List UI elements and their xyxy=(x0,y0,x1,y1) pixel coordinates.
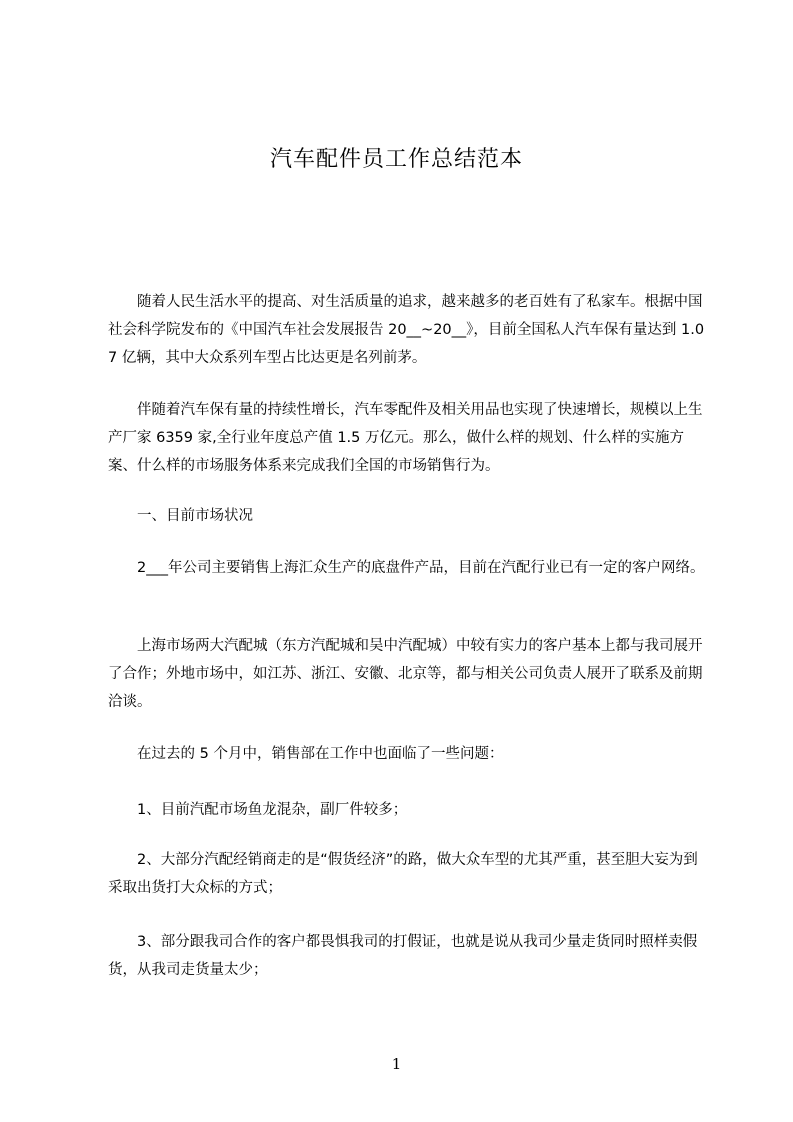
list-item-problem-1: 1、目前汽配市场鱼龙混杂，副厂件较多； xyxy=(137,802,408,818)
paragraph-growth: 伴随着汽车保有量的持续性增长，汽车零配件及相关用品也实现了快速增长，规模以上生产厂家 6359 家,全行业年度总产值 1.5 万亿元。那么，做什么样的规划、什么样的实施方案、什么样的市场服务体系来完成我们全国的市场销售行为。 xyxy=(108,402,703,474)
paragraph-company-products: 2___年公司主要销售上海汇众生产的底盘件产品，目前在汽配行业已有一定的客户网络。 xyxy=(137,560,705,576)
list-item-problem-3: 3、部分跟我司合作的客户都畏惧我司的打假证，也就是说从我司少量走货同时照样卖假货，从我司走货量太少； xyxy=(108,934,698,978)
section-heading-market-status: 一、目前市场状况 xyxy=(137,508,253,524)
list-item-problem-2: 2、大部分汽配经销商走的是“假货经济”的路，做大众车型的尤其严重，甚至胆大妄为到采取出货打大众标的方式； xyxy=(108,852,698,896)
paragraph-intro: 随着人民生活水平的提高、对生活质量的追求，越来越多的老百姓有了私家车。根据中国社会科学院发布的《中国汽车社会发展报告 20__~20__》，目前全国私人汽车保有量达到 1.07 亿辆，其中大众系列车型占比达更是名列前茅。 xyxy=(108,294,705,366)
page-number: 1 xyxy=(391,1055,402,1073)
paragraph-problems-intro: 在过去的 5 个月中，销售部在工作中也面临了一些问题： xyxy=(137,746,504,762)
document-title: 汽车配件员工作总结范本 xyxy=(269,147,523,172)
paragraph-market-cooperation: 上海市场两大汽配城（东方汽配城和吴中汽配城）中较有实力的客户基本上都与我司展开了合作；外地市场中，如江苏、浙江、安徽、北京等，都与相关公司负责人展开了联系及前期洽谈。 xyxy=(108,638,703,710)
